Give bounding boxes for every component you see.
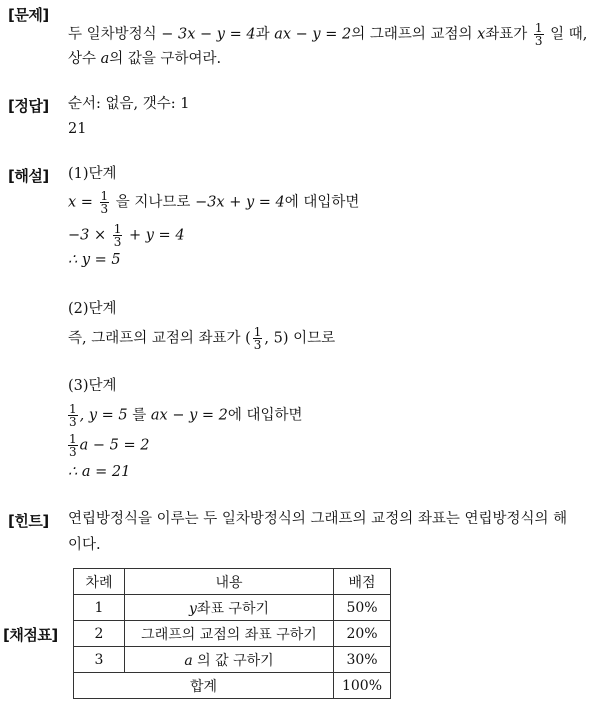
header-content: 내용	[125, 569, 334, 595]
fraction: $\frac{1}{3}$	[69, 402, 77, 429]
answer-value: 21	[68, 121, 87, 137]
answer-label: [정답]	[8, 97, 49, 115]
problem-text: 두 일차방정식	[68, 26, 157, 43]
problem-text: 좌표가	[485, 26, 528, 43]
hint-label: [힌트]	[8, 512, 49, 530]
step-3-line-1: $\frac{1}{3}$ , y = 5 를 ax − y = 2에 대입하면	[69, 402, 303, 429]
row-order: 1	[74, 595, 125, 621]
problem-text: 일 때,	[550, 26, 588, 43]
step-1-title: (1)단계	[68, 166, 117, 182]
step-3-title: (3)단계	[68, 378, 117, 394]
scoring-label: [채점표]	[3, 626, 58, 644]
scoring-table	[73, 568, 391, 699]
row-content: a 의 값 구하기	[125, 647, 334, 673]
problem-var-x: x	[477, 26, 486, 43]
solution-label: [해설]	[8, 167, 49, 185]
row-points: 20%	[334, 621, 391, 647]
problem-text: 의 그래프의 교점의	[351, 26, 473, 43]
problem-label: [문제]	[8, 6, 49, 24]
step-3-line-2: $\frac{1}{3}$ a − 5 = 2	[69, 432, 150, 459]
row-points: 50%	[334, 595, 391, 621]
step-2-title: (2)단계	[68, 301, 117, 317]
step-1-line-1: x = $\frac{1}{3}$ 을 지나므로 −3x + y = 4에 대입하면	[68, 189, 360, 216]
row-content: y좌표 구하기	[125, 595, 334, 621]
hint-line-1: 연립방정식을 이루는 두 일차방정식의 그래프의 교정의 좌표는 연립방정식의 해	[68, 511, 568, 527]
problem-fraction: $\frac{1}{3}$	[534, 21, 543, 48]
fraction: $\frac{1}{3}$	[100, 189, 109, 216]
row-order: 2	[74, 621, 125, 647]
step-3-line-3: ∴ a = 21	[68, 464, 131, 480]
table-row	[74, 621, 391, 647]
table-total-row	[74, 673, 391, 699]
table-row	[74, 647, 391, 673]
problem-text: 과	[255, 26, 270, 43]
problem-line-2	[68, 50, 221, 68]
total-label: 합계	[74, 673, 334, 699]
row-points: 30%	[334, 647, 391, 673]
table-row	[74, 595, 391, 621]
fraction: $\frac{1}{3}$	[113, 222, 122, 249]
problem-var-a: a	[100, 51, 110, 67]
problem-line-1	[68, 22, 587, 47]
answer-meta: 순서: 없음, 갯수: 1	[68, 96, 190, 112]
header-order: 차례	[74, 569, 125, 595]
row-order: 3	[74, 647, 125, 673]
fraction: $\frac{1}{3}$	[69, 432, 77, 459]
step-1-line-2: −3 × $\frac{1}{3}$ + y = 4	[68, 222, 185, 249]
problem-eq-1: − 3x − y = 4	[161, 26, 256, 43]
problem-eq-2: ax − y = 2	[274, 26, 352, 43]
step-1-line-3: ∴ y = 5	[68, 252, 121, 268]
row-content: 그래프의 교점의 좌표 구하기	[125, 621, 334, 647]
fraction: $\frac{1}{3}$	[253, 325, 262, 352]
total-points: 100%	[334, 673, 391, 699]
table-header-row	[74, 569, 391, 595]
problem-text: 상수	[68, 51, 97, 67]
step-2-line-1: 즉, 그래프의 교점의 좌표가 ( $\frac{1}{3}$ , 5) 이므로	[68, 325, 336, 352]
problem-text: 의 값을 구하여라.	[109, 51, 222, 67]
header-points: 배점	[334, 569, 391, 595]
hint-line-2: 이다.	[68, 537, 101, 553]
